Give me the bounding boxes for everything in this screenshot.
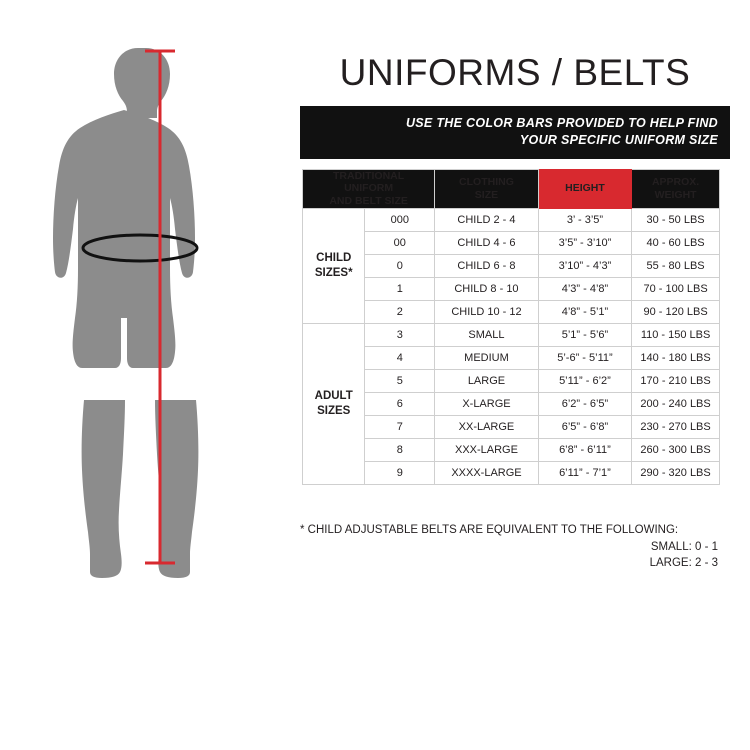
cell-size: 5 — [365, 369, 435, 392]
cell-weight: 40 - 60 LBS — [632, 231, 720, 254]
table-row — [303, 323, 720, 346]
group-label-child-line1: CHILD — [316, 252, 352, 265]
group-label-adult-line1: ADULT — [314, 390, 353, 403]
table-row — [303, 438, 720, 461]
table-row — [303, 415, 720, 438]
cell-height: 6’2” - 6’5” — [538, 392, 631, 415]
header-weight-line2: WEIGHT — [654, 188, 697, 201]
cell-size: 1 — [365, 277, 435, 300]
cell-weight: 170 - 210 LBS — [632, 369, 720, 392]
cell-height: 5’-6” - 5’11” — [538, 346, 631, 369]
header-clothing-size — [435, 169, 539, 208]
size-table — [302, 169, 720, 485]
subtitle-banner — [300, 106, 730, 159]
header-traditional-line1: TRADITIONAL — [333, 169, 405, 182]
group-label-child — [303, 208, 365, 323]
header-weight-line1: APPROX. — [651, 176, 700, 189]
table-row — [303, 277, 720, 300]
header-clothing-line1: CLOTHING — [459, 176, 514, 189]
table-body — [303, 208, 720, 484]
header-traditional — [303, 169, 435, 208]
cell-clothing: XX-LARGE — [435, 415, 539, 438]
cell-size: 6 — [365, 392, 435, 415]
cell-weight: 30 - 50 LBS — [632, 208, 720, 231]
footnote-small: SMALL: 0 - 1 — [650, 540, 718, 553]
footnote-main: * CHILD ADJUSTABLE BELTS ARE EQUIVALENT TO THE FOLLOWING: — [300, 524, 679, 536]
cell-size: 8 — [365, 438, 435, 461]
header-height: HEIGHT — [538, 169, 631, 208]
cell-weight: 70 - 100 LBS — [632, 277, 720, 300]
header-weight — [632, 169, 720, 208]
cell-size: 7 — [365, 415, 435, 438]
cell-height: 5’11” - 6’2” — [538, 369, 631, 392]
cell-weight: 230 - 270 LBS — [632, 415, 720, 438]
cell-clothing: MEDIUM — [435, 346, 539, 369]
table-row — [303, 300, 720, 323]
chart-content — [300, 52, 730, 485]
cell-size: 00 — [365, 231, 435, 254]
cell-weight: 260 - 300 LBS — [632, 438, 720, 461]
header-traditional-line2: UNIFORM — [344, 182, 394, 195]
cell-height: 4’8” - 5’1” — [538, 300, 631, 323]
footnote — [300, 522, 718, 572]
cell-size: 000 — [365, 208, 435, 231]
cell-clothing: XXXX-LARGE — [435, 461, 539, 484]
table-header — [303, 169, 720, 208]
cell-clothing: CHILD 2 - 4 — [435, 208, 539, 231]
table-row — [303, 346, 720, 369]
cell-size: 3 — [365, 323, 435, 346]
cell-height: 3’10” - 4’3” — [538, 254, 631, 277]
table-row — [303, 254, 720, 277]
cell-clothing: CHILD 4 - 6 — [435, 231, 539, 254]
group-label-adult — [303, 323, 365, 484]
cell-clothing: CHILD 10 - 12 — [435, 300, 539, 323]
cell-height: 4’3” - 4’8” — [538, 277, 631, 300]
body-figure — [20, 40, 290, 600]
footnote-large: LARGE: 2 - 3 — [649, 557, 718, 570]
cell-weight: 55 - 80 LBS — [632, 254, 720, 277]
cell-weight: 90 - 120 LBS — [632, 300, 720, 323]
cell-height: 6’8” - 6’11” — [538, 438, 631, 461]
cell-height: 3’5” - 3’10” — [538, 231, 631, 254]
table-row — [303, 392, 720, 415]
cell-size: 2 — [365, 300, 435, 323]
cell-height: 3’ - 3’5” — [538, 208, 631, 231]
subtitle-line-2: YOUR SPECIFIC UNIFORM SIZE — [519, 132, 718, 147]
table-row — [303, 369, 720, 392]
cell-size: 0 — [365, 254, 435, 277]
cell-clothing: CHILD 6 - 8 — [435, 254, 539, 277]
human-silhouette — [53, 48, 198, 578]
cell-clothing: CHILD 8 - 10 — [435, 277, 539, 300]
group-label-adult-line2: SIZES — [317, 404, 351, 417]
cell-weight: 140 - 180 LBS — [632, 346, 720, 369]
page-title: UNIFORMS / BELTS — [339, 52, 691, 93]
cell-clothing: SMALL — [435, 323, 539, 346]
cell-height: 6’11” - 7’1” — [538, 461, 631, 484]
header-traditional-line3: AND BELT SIZE — [329, 194, 408, 207]
cell-clothing: XXX-LARGE — [435, 438, 539, 461]
cell-weight: 110 - 150 LBS — [632, 323, 720, 346]
cell-size: 9 — [365, 461, 435, 484]
group-label-child-line2: SIZES* — [314, 266, 353, 279]
table-row — [303, 231, 720, 254]
header-clothing-line2: SIZE — [474, 188, 499, 201]
table-row — [303, 208, 720, 231]
cell-clothing: LARGE — [435, 369, 539, 392]
cell-clothing: X-LARGE — [435, 392, 539, 415]
header-row — [303, 169, 720, 208]
cell-size: 4 — [365, 346, 435, 369]
subtitle-line-1: USE THE COLOR BARS PROVIDED TO HELP FIND — [405, 116, 718, 130]
cell-weight: 290 - 320 LBS — [632, 461, 720, 484]
cell-height: 6’5” - 6’8” — [538, 415, 631, 438]
cell-height: 5’1” - 5’6” — [538, 323, 631, 346]
cell-weight: 200 - 240 LBS — [632, 392, 720, 415]
table-row — [303, 461, 720, 484]
